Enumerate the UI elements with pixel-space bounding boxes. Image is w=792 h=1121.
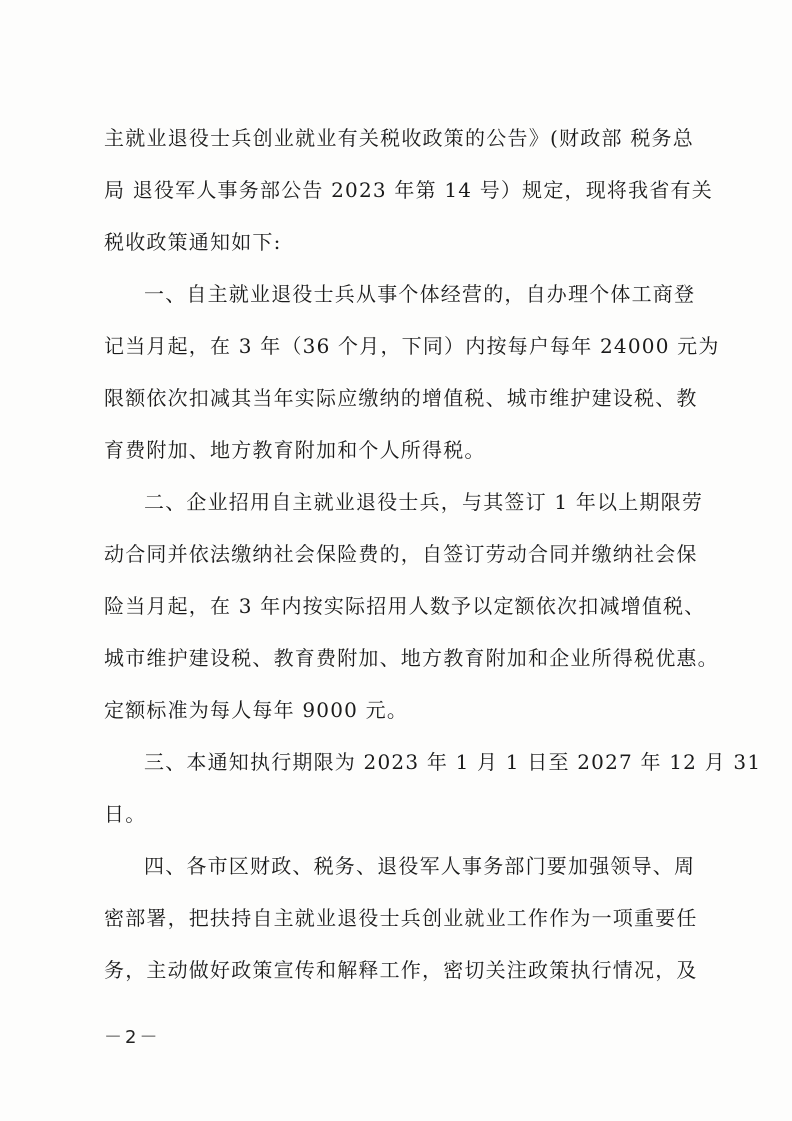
paragraph-3-line-1: 三、本通知执行期限为 2023 年 1 月 1 日至 2027 年 12 月 31	[144, 750, 762, 774]
paragraph-2-line-4: 城市维护建设税、教育费附加、地方教育附加和企业所得税优惠。	[104, 646, 719, 670]
paragraph-2-line-3: 险当月起，在 3 年内按实际招用人数予以定额依次扣减增值税、	[104, 594, 706, 618]
paragraph-2-line-5: 定额标准为每人每年 9000 元。	[104, 698, 409, 722]
page-number: －2－	[104, 1027, 161, 1048]
paragraph-2-line-2: 动合同并依法缴纳社会保险费的，自签订劳动合同并缴纳社会保	[104, 542, 698, 566]
paragraph-4-line-3: 务，主动做好政策宣传和解释工作，密切关注政策执行情况，及	[104, 958, 698, 982]
paragraph-1-line-1: 一、自主就业退役士兵从事个体经营的，自办理个体工商登	[144, 282, 696, 306]
paragraph-2-line-1: 二、企业招用自主就业退役士兵，与其签订 1 年以上期限劳	[144, 490, 704, 514]
document-body	[104, 112, 762, 996]
paragraph-4-line-2: 密部署，把扶持自主就业退役士兵创业就业工作作为一项重要任	[104, 906, 698, 930]
paragraph-1-line-3: 限额依次扣减其当年实际应缴纳的增值税、城市维护建设税、教	[104, 386, 698, 410]
paragraph-3-line-2: 日。	[104, 802, 147, 826]
text-line-3: 税收政策通知如下:	[104, 230, 282, 254]
text-line-1: 主就业退役士兵创业就业有关税收政策的公告》(财政部 税务总	[104, 126, 694, 150]
paragraph-1-line-4: 育费附加、地方教育附加和个人所得税。	[104, 438, 486, 462]
paragraph-4-line-1: 四、各市区财政、税务、退役军人事务部门要加强领导、周	[144, 854, 696, 878]
text-line-2: 局 退役军人事务部公告 2023 年第 14 号）规定，现将我省有关	[104, 178, 713, 202]
paragraph-1-line-2: 记当月起，在 3 年（36 个月，下同）内按每户每年 24000 元为	[104, 334, 720, 358]
